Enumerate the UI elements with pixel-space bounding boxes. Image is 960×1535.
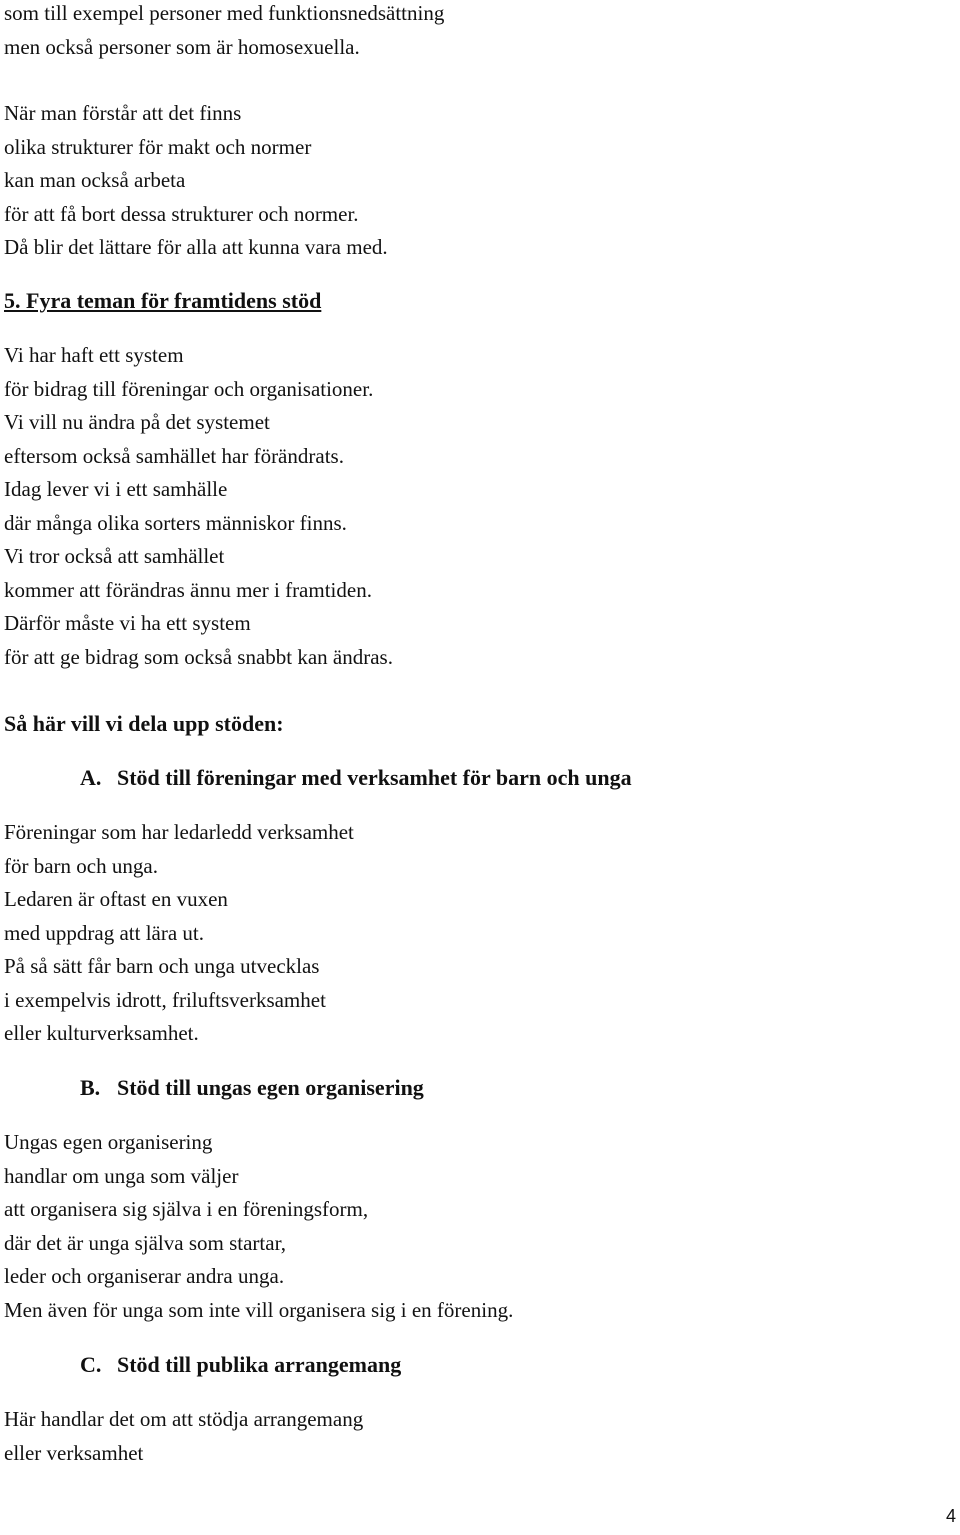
text-line: På så sätt får barn och unga utvecklas bbox=[4, 954, 320, 978]
text-line: som till exempel personer med funktionsnedsättning bbox=[4, 1, 445, 25]
text-line: leder och organiserar andra unga. bbox=[4, 1264, 285, 1288]
support-c-heading bbox=[4, 1352, 401, 1378]
page-number: 4 bbox=[945, 1506, 956, 1526]
text-line: När man förstår att det finns bbox=[4, 101, 242, 125]
support-a-heading bbox=[4, 765, 632, 791]
text-line: för bidrag till föreningar och organisationer. bbox=[4, 376, 374, 401]
text-line: Ledaren är oftast en vuxen bbox=[4, 887, 228, 911]
text-line: kommer att förändras ännu mer i framtiden. bbox=[4, 577, 372, 602]
text-line: Därför måste vi ha ett system bbox=[4, 611, 251, 635]
text-line: med uppdrag att lära ut. bbox=[4, 920, 205, 945]
list-letter: C. bbox=[80, 1352, 102, 1377]
text-line: där många olika sorters människor finns. bbox=[4, 510, 347, 535]
text-line: Vi har haft ett system bbox=[4, 343, 184, 367]
text-line: för att få bort dessa strukturer och normer. bbox=[4, 201, 359, 226]
division-heading: Så här vill vi dela upp stöden: bbox=[4, 711, 284, 736]
list-letter: B. bbox=[80, 1075, 101, 1100]
text-line: Här handlar det om att stödja arrangemang bbox=[4, 1407, 364, 1431]
section-paragraph bbox=[4, 342, 393, 677]
text-line: Vi vill nu ändra på det systemet bbox=[4, 410, 270, 434]
text-line: att organisera sig själva i en föreningsform, bbox=[4, 1197, 369, 1221]
text-line: Då blir det lättare för alla att kunna vara med. bbox=[4, 235, 388, 259]
text-line: i exempelvis idrott, friluftsverksamhet bbox=[4, 987, 326, 1012]
text-line: Vi tror också att samhället bbox=[4, 544, 225, 568]
text-line: men också personer som är homosexuella. bbox=[4, 34, 360, 59]
section-heading: 5. Fyra teman för framtidens stöd bbox=[4, 288, 322, 313]
text-line: eller verksamhet bbox=[4, 1440, 144, 1465]
support-c-paragraph bbox=[4, 1406, 363, 1473]
text-line: Ungas egen organisering bbox=[4, 1130, 213, 1154]
support-b-heading bbox=[4, 1075, 424, 1101]
support-b-paragraph bbox=[4, 1129, 513, 1330]
support-title: Stöd till publika arrangemang bbox=[117, 1352, 402, 1377]
norms-paragraph bbox=[4, 100, 388, 268]
text-line: Idag lever vi i ett samhälle bbox=[4, 477, 228, 501]
text-line: där det är unga själva som startar, bbox=[4, 1230, 286, 1255]
intro-paragraph bbox=[4, 0, 444, 67]
text-line: Föreningar som har ledarledd verksamhet bbox=[4, 820, 354, 844]
text-line: eller kulturverksamhet. bbox=[4, 1021, 199, 1045]
text-line: olika strukturer för makt och normer bbox=[4, 134, 312, 159]
text-line: för att ge bidrag som också snabbt kan ändras. bbox=[4, 644, 393, 669]
support-title: Stöd till föreningar med verksamhet för barn och unga bbox=[117, 765, 632, 790]
text-line: Men även för unga som inte vill organisera sig i en förening. bbox=[4, 1297, 514, 1322]
text-line: för barn och unga. bbox=[4, 853, 158, 878]
text-line: kan man också arbeta bbox=[4, 168, 186, 192]
support-a-paragraph bbox=[4, 819, 354, 1054]
support-title: Stöd till ungas egen organisering bbox=[117, 1075, 424, 1100]
text-line: handlar om unga som väljer bbox=[4, 1163, 239, 1188]
list-letter: A. bbox=[80, 765, 102, 790]
text-line: eftersom också samhället har förändrats. bbox=[4, 443, 344, 468]
